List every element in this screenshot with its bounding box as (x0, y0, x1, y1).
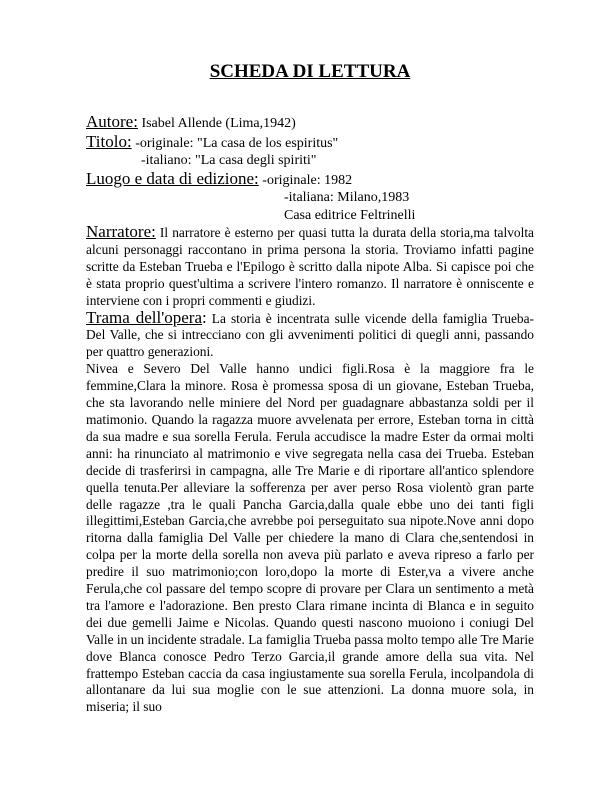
plot-body-paragraph: Nivea e Severo Del Valle hanno undici figli.Rosa è la maggiore fra le femmine,Clara la minore. Rosa è promessa sposa di un giovane, Esteban Trueba, che sta lavorando nelle miniere del Nord per guadagnare abbastanza soldi per il matimonio. Quando la ragazza muore avvelenata per errore, Esteban torna in città da sua madre e sua sorella Ferula. Ferula accudisce la madre Ester da ormai molti anni: ha rinunciato al matrimonio e vive segregata nella casa dei Trueba. Esteban decide di trasferirsi in campagna, alle Tre Marie e di riportare all'antico splendore quella tenuta.Per alleviare la sofferenza per aver perso Rosa violentò gran parte delle ragazze ,tra le quali Pancha Garcia,dalla quale ebbe uno dei tanti figli illegittimi,Esteban Garcia,che avrebbe poi perseguitato sua nipote.Nove anni dopo ritorna dalla famiglia Del Valle per chiedere la mano di Clara che,sentendosi in colpa per la morte della sorella non aveva più parlato e aveva ripreso a farlo per predire il suo matrimonio;con loro,dopo la morte di Ester,va a vivere anche Ferula,che col passare del tempo scopre di provare per Clara un sentimento a metà tra l'amore e l'adorazione. Ben presto Clara rimane incinta di Blanca e in seguito dei due gemelli Jaime e Nicolas. Quando questi nascono muoiono i coniugi Del Valle in un incidente stradale. La famiglia Trueba passa molto tempo alle Tre Marie dove Blanca conosce Pedro Terzo Garcia,il grande amore della sua vita. Nel frattempo Esteban caccia da casa ingiustamente sua sorella Ferula, incolpandola di allontanare da lui sua moglie con le sue attenzioni. La donna muore sola, in miseria; il suo (86, 361, 534, 715)
author-value: Isabel Allende (Lima,1942) (137, 116, 296, 131)
author-label: Autore: (86, 112, 138, 131)
title-italian: -italiano: "La casa degli spiriti" (141, 153, 317, 168)
title-original: -originale: "La casa de los espiritus" (131, 135, 339, 151)
title-line (86, 133, 534, 153)
edition-line (86, 170, 534, 190)
plot-label: Trama dell'opera (86, 307, 203, 327)
plot-intro-paragraph (86, 307, 534, 362)
narrator-paragraph (86, 224, 534, 310)
edition-publisher: Casa editrice Feltrinelli (284, 207, 416, 223)
edition-label: Luogo e data di edizione: (86, 168, 259, 188)
document-page (86, 60, 534, 716)
narrator-label: Narratore: (86, 222, 156, 241)
edition-italian: -italiana: Milano,1983 (284, 190, 410, 205)
author-line (86, 113, 534, 133)
document-title: SCHEDA DI LETTURA (209, 61, 411, 82)
plot-label-colon: : (202, 307, 207, 327)
narrator-text: Il narratore è esterno per quasi tutta la durata della storia,ma talvolta alcuni personaggi raccontano in prima persona la storia. Troviamo infatti pagine scritte da Esteban Trueba e l'Epilogo è scritto dalla nipote Alba. Si capisce poi che è stata proprio quest'ultima a scrivere l'intero romanzo. Il narratore è onniscente e interviene con i propri commenti e giudizi. (86, 225, 534, 308)
edition-original: -originale: 1982 (258, 172, 353, 188)
plot-intro-text: La storia è incentrata sulle vicende della famiglia Trueba-Del Valle, che si intrecciano con gli avvenimenti politici di quegli anni, passando per quattro generazioni. (86, 310, 534, 360)
title-label: Titolo: (86, 131, 132, 151)
